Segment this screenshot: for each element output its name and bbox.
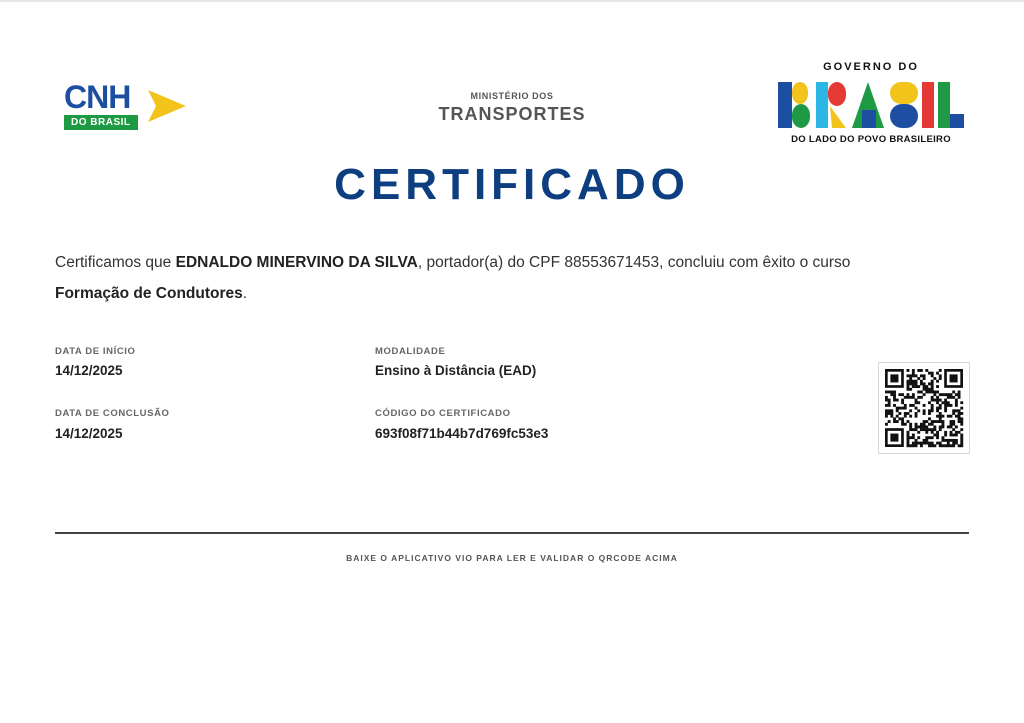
top-border: [0, 0, 1024, 2]
student-name: EDNALDO MINERVINO DA SILVA: [175, 254, 418, 271]
end-date-label: DATA DE CONCLUSÃO: [55, 408, 170, 419]
certificate-title: CERTIFICADO: [334, 160, 690, 209]
footer-note: BAIXE O APLICATIVO VIO PARA LER E VALIDAR O QRCODE ACIMA: [346, 553, 678, 563]
gov-logo-top: GOVERNO DO: [823, 61, 919, 73]
certificate-code-value: 693f08f71b44b7d769fc53e3: [375, 426, 549, 441]
cnh-logo-subtitle: DO BRASIL: [64, 115, 138, 130]
modality-value: Ensino à Distância (EAD): [375, 363, 537, 378]
qr-code: [878, 362, 970, 454]
end-date-value: 14/12/2025: [55, 426, 123, 441]
start-date-label: DATA DE INÍCIO: [55, 346, 136, 357]
brasil-wordmark-icon: [776, 80, 966, 130]
footer-divider: [55, 532, 969, 534]
gov-logo-tagline: DO LADO DO POVO BRASILEIRO: [791, 134, 951, 145]
ministry-name: TRANSPORTES: [438, 104, 586, 124]
certificate-code-label: CÓDIGO DO CERTIFICADO: [375, 408, 511, 419]
modality-label: MODALIDADE: [375, 346, 446, 357]
ministry-subtitle: MINISTÉRIO DOS: [470, 91, 554, 101]
qr-code-icon: [879, 363, 969, 453]
governo-brasil-logo: [776, 60, 966, 152]
statement-line-1: [55, 254, 985, 272]
statement-prefix: Certificamos que: [55, 254, 176, 271]
statement-line-2: [55, 285, 985, 303]
cnh-logo-text: CNH: [64, 79, 131, 115]
statement-end: .: [242, 285, 248, 302]
course-name: Formação de Condutores: [55, 285, 243, 302]
statement-middle: , portador(a) do CPF 88553671453, concluiu com êxito o curso: [417, 254, 851, 271]
start-date-value: 14/12/2025: [55, 363, 123, 378]
